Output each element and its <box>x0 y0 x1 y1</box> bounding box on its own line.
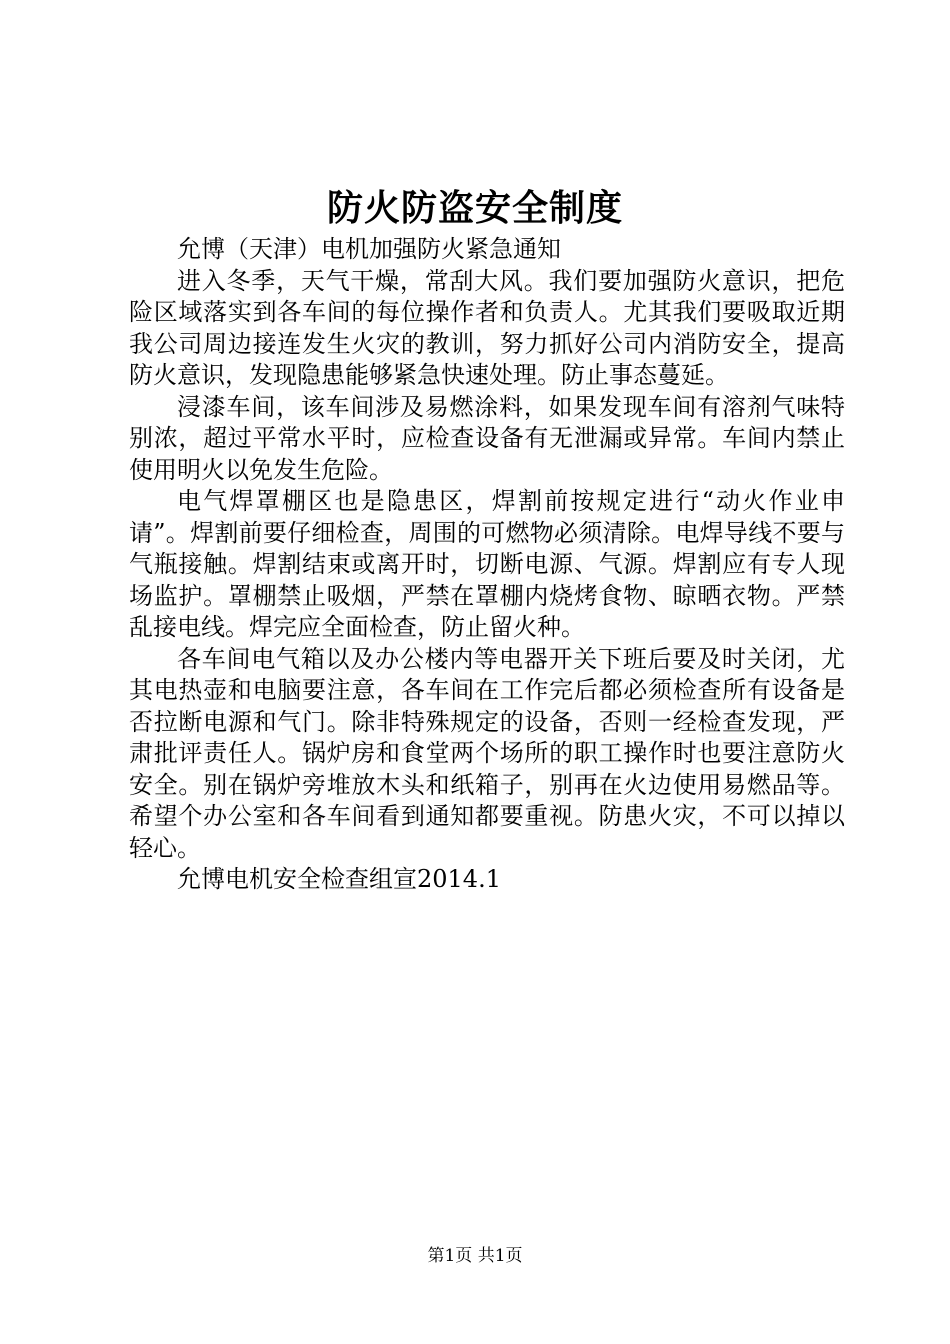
paragraph-winter-fire-awareness: 进入冬季，天气干燥，常刮大风。我们要加强防火意识，把危险区域落实到各车间的每位操作者和负责人。尤其我们要吸取近期我公司周边接连发生火灾的教训，努力抓好公司内消防安全，提高防火意识，发现隐患能够紧急快速处理。防止事态蔓延。 <box>129 266 845 389</box>
notice-heading: 允博（天津）电机加强防火紧急通知 <box>177 235 561 263</box>
page-number-footer: 第1页 共1页 <box>427 1246 523 1266</box>
paragraph-electrical-switches: 各车间电气箱以及办公楼内等电器开关下班后要及时关闭，尤其电热壶和电脑要注意，各车间在工作完后都必须检查所有设备是否拉断电源和气门。除非特殊规定的设备，否则一经检查发现，严肃批评责任人。锅炉房和食堂两个场所的职工操作时也要注意防火安全。别在锅炉旁堆放木头和纸箱子，别再在火边使用易燃品等。希望个办公室和各车间看到通知都要重视。防患火灾，不可以掉以轻心。 <box>129 644 845 862</box>
document-body <box>129 234 845 896</box>
paragraph-painting-workshop: 浸漆车间，该车间涉及易燃涂料，如果发现车间有溶剂气味特别浓，超过平常水平时，应检查设备有无泄漏或异常。车间内禁止使用明火以免发生危险。 <box>129 392 845 484</box>
paragraph-welding-area: 电气焊罩棚区也是隐患区，焊割前按规定进行“动火作业申请”。焊割前要仔细检查，周围的可燃物必须清除。电焊导线不要与气瓶接触。焊割结束或离开时，切断电源、气源。焊割应有专人现场监护。罩棚禁止吸烟，严禁在罩棚内烧烤食物、晾晒衣物。严禁乱接电线。焊完应全面检查，防止留火种。 <box>129 487 845 641</box>
signature-line: 允博电机安全检查组宣2014.1 <box>177 865 501 893</box>
document-title: 防火防盗安全制度 <box>326 187 623 229</box>
